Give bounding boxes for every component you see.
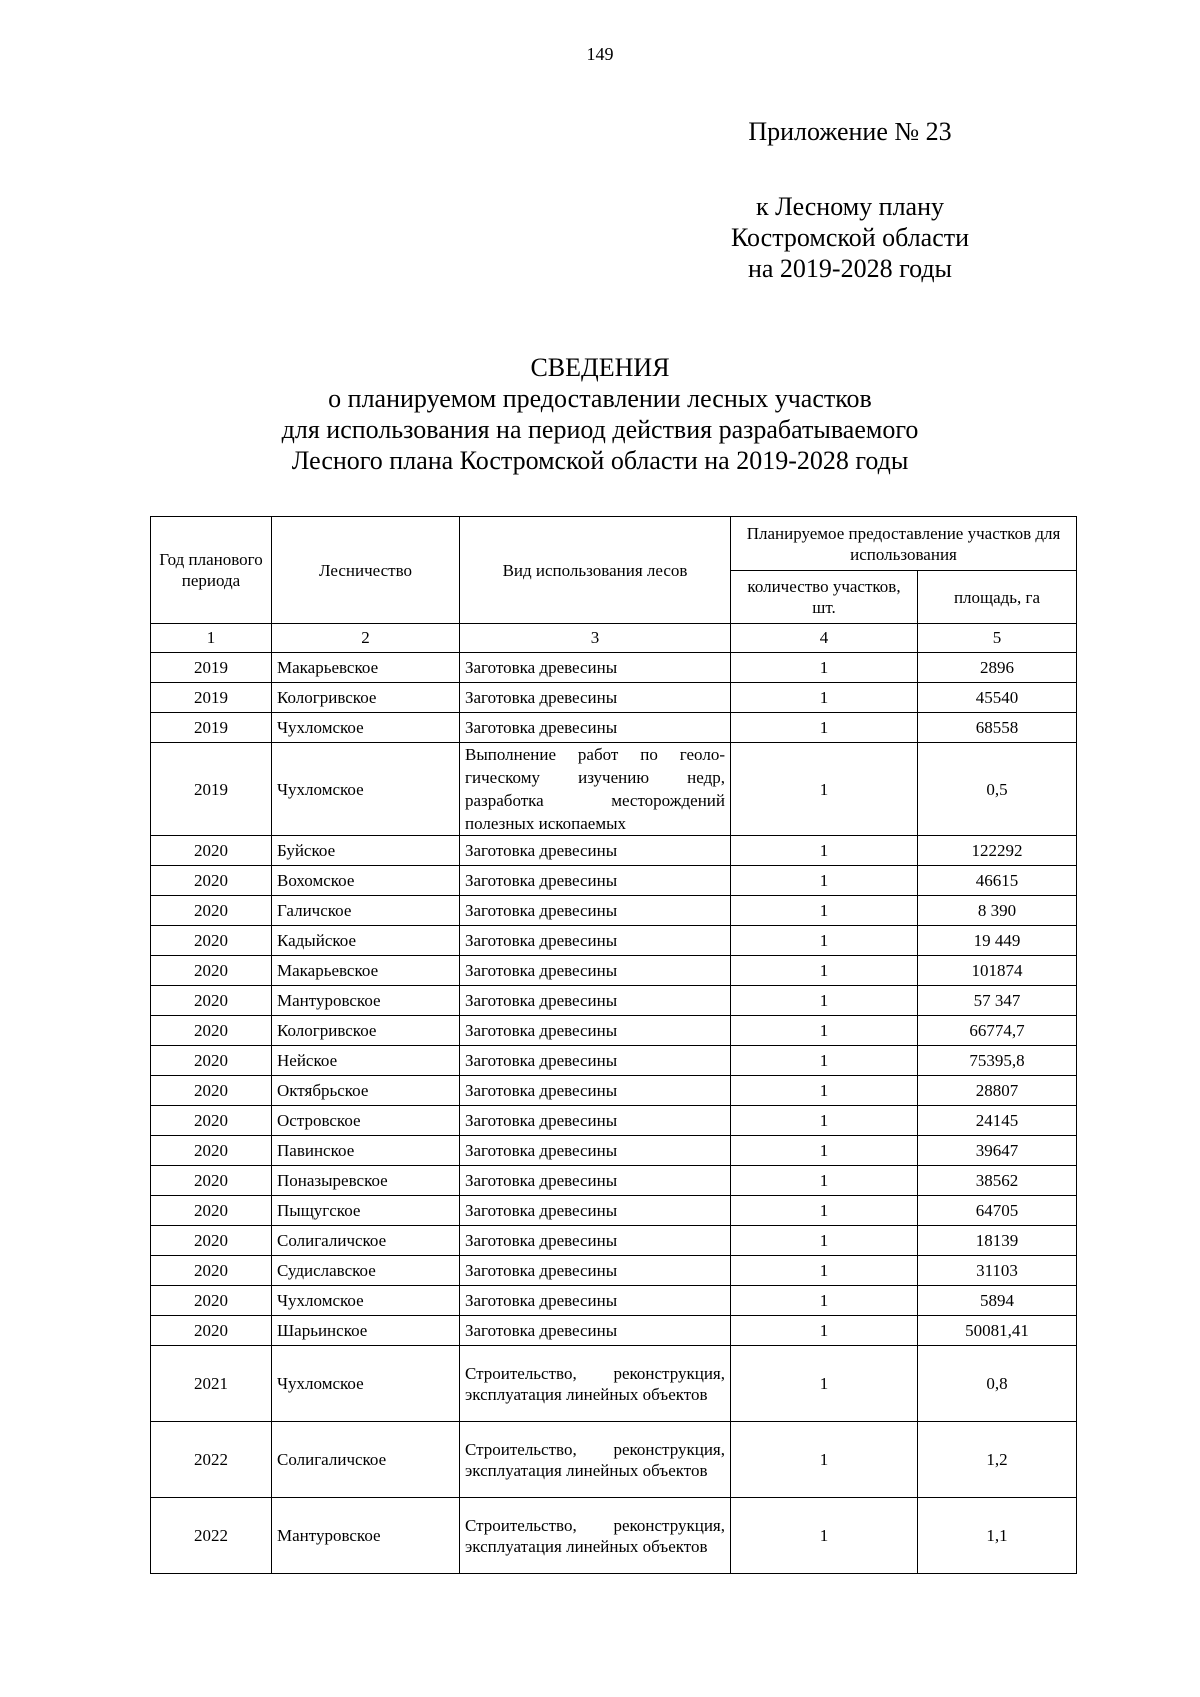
cell-count: 1 — [731, 1226, 918, 1256]
cell-count: 1 — [731, 986, 918, 1016]
cell-use: Заготовка древесины — [460, 956, 731, 986]
cell-area: 122292 — [918, 836, 1077, 866]
header-use: Вид использования лесов — [460, 517, 731, 624]
cell-area: 75395,8 — [918, 1046, 1077, 1076]
cell-forestry: Чухломское — [272, 743, 460, 836]
cell-area: 8 390 — [918, 896, 1077, 926]
header-count: количество участков, шт. — [731, 571, 918, 624]
cell-area: 66774,7 — [918, 1016, 1077, 1046]
cell-year: 2020 — [151, 836, 272, 866]
plan-table — [150, 516, 1077, 1574]
cell-count: 1 — [731, 1256, 918, 1286]
cell-year: 2019 — [151, 713, 272, 743]
cell-area: 39647 — [918, 1136, 1077, 1166]
cell-year: 2019 — [151, 653, 272, 683]
cell-use: Заготовка древесины — [460, 1016, 731, 1046]
cell-use: Заготовка древесины — [460, 986, 731, 1016]
cell-use: Заготовка древесины — [460, 1316, 731, 1346]
header-planned: Планируемое предоставление участков для использования — [731, 517, 1077, 571]
cell-year: 2020 — [151, 1106, 272, 1136]
table-row — [151, 1076, 1077, 1106]
cell-forestry: Кологривское — [272, 1016, 460, 1046]
cell-area: 0,5 — [918, 743, 1077, 836]
column-number: 1 — [151, 624, 272, 653]
table-row — [151, 653, 1077, 683]
cell-forestry: Чухломское — [272, 1346, 460, 1422]
cell-year: 2020 — [151, 1256, 272, 1286]
cell-count: 1 — [731, 926, 918, 956]
table-row — [151, 986, 1077, 1016]
heading-title: СВЕДЕНИЯ — [530, 353, 670, 382]
cell-year: 2019 — [151, 743, 272, 836]
cell-area: 2896 — [918, 653, 1077, 683]
cell-count: 1 — [731, 1346, 918, 1422]
table-row — [151, 836, 1077, 866]
cell-use: Заготовка древесины — [460, 1226, 731, 1256]
cell-forestry: Нейское — [272, 1046, 460, 1076]
table-row — [151, 1106, 1077, 1136]
cell-area: 28807 — [918, 1076, 1077, 1106]
table-row — [151, 1256, 1077, 1286]
cell-forestry: Буйское — [272, 836, 460, 866]
cell-year: 2020 — [151, 1316, 272, 1346]
cell-forestry: Пыщугское — [272, 1196, 460, 1226]
cell-count: 1 — [731, 1498, 918, 1574]
cell-use: Заготовка древесины — [460, 866, 731, 896]
cell-use: Заготовка древесины — [460, 1136, 731, 1166]
header-area: площадь, га — [918, 571, 1077, 624]
cell-area: 5894 — [918, 1286, 1077, 1316]
cell-use: Заготовка древесины — [460, 926, 731, 956]
header-forestry: Лесничество — [272, 517, 460, 624]
page-number: 149 — [586, 44, 614, 64]
cell-use: Заготовка древесины — [460, 1046, 731, 1076]
cell-count: 1 — [731, 1166, 918, 1196]
cell-use: Строительство, реконструкция, эксплуатация линейных объектов — [460, 1498, 731, 1574]
cell-use: Заготовка древесины — [460, 896, 731, 926]
cell-count: 1 — [731, 683, 918, 713]
cell-count: 1 — [731, 1286, 918, 1316]
cell-count: 1 — [731, 743, 918, 836]
cell-use: Заготовка древесины — [460, 683, 731, 713]
cell-area: 24145 — [918, 1106, 1077, 1136]
cell-area: 101874 — [918, 956, 1077, 986]
cell-forestry: Мантуровское — [272, 1498, 460, 1574]
cell-count: 1 — [731, 1106, 918, 1136]
annex-line-1: к Лесному плану — [755, 192, 945, 221]
table-row — [151, 1316, 1077, 1346]
table-row — [151, 1046, 1077, 1076]
column-number: 4 — [731, 624, 918, 653]
annex-line-2: Костромской области — [730, 223, 970, 252]
cell-use: Заготовка древесины — [460, 836, 731, 866]
cell-count: 1 — [731, 1046, 918, 1076]
table-row — [151, 683, 1077, 713]
cell-area: 1,2 — [918, 1422, 1077, 1498]
cell-forestry: Чухломское — [272, 1286, 460, 1316]
table-row — [151, 1422, 1077, 1498]
cell-forestry: Макарьевское — [272, 653, 460, 683]
cell-year: 2020 — [151, 986, 272, 1016]
annex-line-3: на 2019-2028 годы — [747, 254, 953, 283]
table-row — [151, 926, 1077, 956]
heading-line-2: о планируемом предоставлении лесных участков — [328, 384, 872, 413]
cell-use: Заготовка древесины — [460, 1166, 731, 1196]
column-number: 2 — [272, 624, 460, 653]
cell-forestry: Судиславское — [272, 1256, 460, 1286]
cell-area: 18139 — [918, 1226, 1077, 1256]
cell-area: 19 449 — [918, 926, 1077, 956]
table-row — [151, 1016, 1077, 1046]
cell-use: Строительство, реконструкция, эксплуатация линейных объектов — [460, 1422, 731, 1498]
cell-forestry: Мантуровское — [272, 986, 460, 1016]
cell-use: Заготовка древесины — [460, 1106, 731, 1136]
cell-forestry: Октябрьское — [272, 1076, 460, 1106]
cell-area: 38562 — [918, 1166, 1077, 1196]
cell-area: 50081,41 — [918, 1316, 1077, 1346]
cell-year: 2019 — [151, 683, 272, 713]
table-row — [151, 1498, 1077, 1574]
cell-forestry: Поназыревское — [272, 1166, 460, 1196]
cell-year: 2022 — [151, 1422, 272, 1498]
cell-forestry: Чухломское — [272, 713, 460, 743]
cell-area: 68558 — [918, 713, 1077, 743]
cell-area: 1,1 — [918, 1498, 1077, 1574]
cell-year: 2020 — [151, 926, 272, 956]
column-number: 3 — [460, 624, 731, 653]
cell-count: 1 — [731, 896, 918, 926]
table-row — [151, 743, 1077, 836]
cell-forestry: Солигаличское — [272, 1226, 460, 1256]
cell-forestry: Солигаличское — [272, 1422, 460, 1498]
cell-count: 1 — [731, 1422, 918, 1498]
heading-line-4: Лесного плана Костромской области на 2019-2028 годы — [291, 446, 909, 475]
cell-year: 2020 — [151, 1046, 272, 1076]
table-row — [151, 1226, 1077, 1256]
cell-year: 2020 — [151, 1286, 272, 1316]
cell-count: 1 — [731, 1076, 918, 1106]
cell-use: Заготовка древесины — [460, 1256, 731, 1286]
table-row — [151, 866, 1077, 896]
table-row — [151, 956, 1077, 986]
cell-count: 1 — [731, 1196, 918, 1226]
table-row — [151, 713, 1077, 743]
cell-forestry: Кадыйское — [272, 926, 460, 956]
document-heading — [0, 352, 1200, 476]
cell-count: 1 — [731, 1136, 918, 1166]
cell-area: 46615 — [918, 866, 1077, 896]
cell-count: 1 — [731, 1316, 918, 1346]
cell-use: Заготовка древесины — [460, 713, 731, 743]
cell-forestry: Островское — [272, 1106, 460, 1136]
cell-year: 2020 — [151, 896, 272, 926]
cell-year: 2020 — [151, 1076, 272, 1106]
cell-forestry: Галичское — [272, 896, 460, 926]
cell-area: 31103 — [918, 1256, 1077, 1286]
cell-use: Заготовка древесины — [460, 1076, 731, 1106]
cell-area: 57 347 — [918, 986, 1077, 1016]
cell-area: 0,8 — [918, 1346, 1077, 1422]
cell-area: 64705 — [918, 1196, 1077, 1226]
cell-forestry: Макарьевское — [272, 956, 460, 986]
annex-subtitle — [700, 191, 1000, 284]
cell-forestry: Кологривское — [272, 683, 460, 713]
cell-year: 2020 — [151, 1226, 272, 1256]
cell-year: 2020 — [151, 1136, 272, 1166]
cell-count: 1 — [731, 713, 918, 743]
table-row — [151, 1286, 1077, 1316]
cell-year: 2020 — [151, 956, 272, 986]
cell-use: Заготовка древесины — [460, 1286, 731, 1316]
cell-year: 2022 — [151, 1498, 272, 1574]
cell-use: Заготовка древесины — [460, 653, 731, 683]
cell-count: 1 — [731, 1016, 918, 1046]
cell-year: 2021 — [151, 1346, 272, 1422]
table-row — [151, 1166, 1077, 1196]
column-number: 5 — [918, 624, 1077, 653]
cell-forestry: Шарьинское — [272, 1316, 460, 1346]
table-row — [151, 1196, 1077, 1226]
cell-count: 1 — [731, 866, 918, 896]
header-year: Год планового периода — [151, 517, 272, 624]
cell-year: 2020 — [151, 866, 272, 896]
cell-forestry: Вохомское — [272, 866, 460, 896]
cell-count: 1 — [731, 956, 918, 986]
table-row — [151, 1346, 1077, 1422]
cell-forestry: Павинское — [272, 1136, 460, 1166]
cell-year: 2020 — [151, 1166, 272, 1196]
cell-use: Заготовка древесины — [460, 1196, 731, 1226]
cell-use: Выполнение работ по геологическому изучению недр, разработка месторождений полезных ископаемых — [460, 743, 731, 836]
cell-count: 1 — [731, 836, 918, 866]
table-row — [151, 896, 1077, 926]
heading-line-3: для использования на период действия разрабатываемого — [281, 415, 919, 444]
cell-area: 45540 — [918, 683, 1077, 713]
table-row — [151, 1136, 1077, 1166]
cell-year: 2020 — [151, 1016, 272, 1046]
cell-count: 1 — [731, 653, 918, 683]
cell-year: 2020 — [151, 1196, 272, 1226]
annex-title: Приложение № 23 — [748, 117, 952, 146]
cell-use: Строительство, реконструкция, эксплуатация линейных объектов — [460, 1346, 731, 1422]
